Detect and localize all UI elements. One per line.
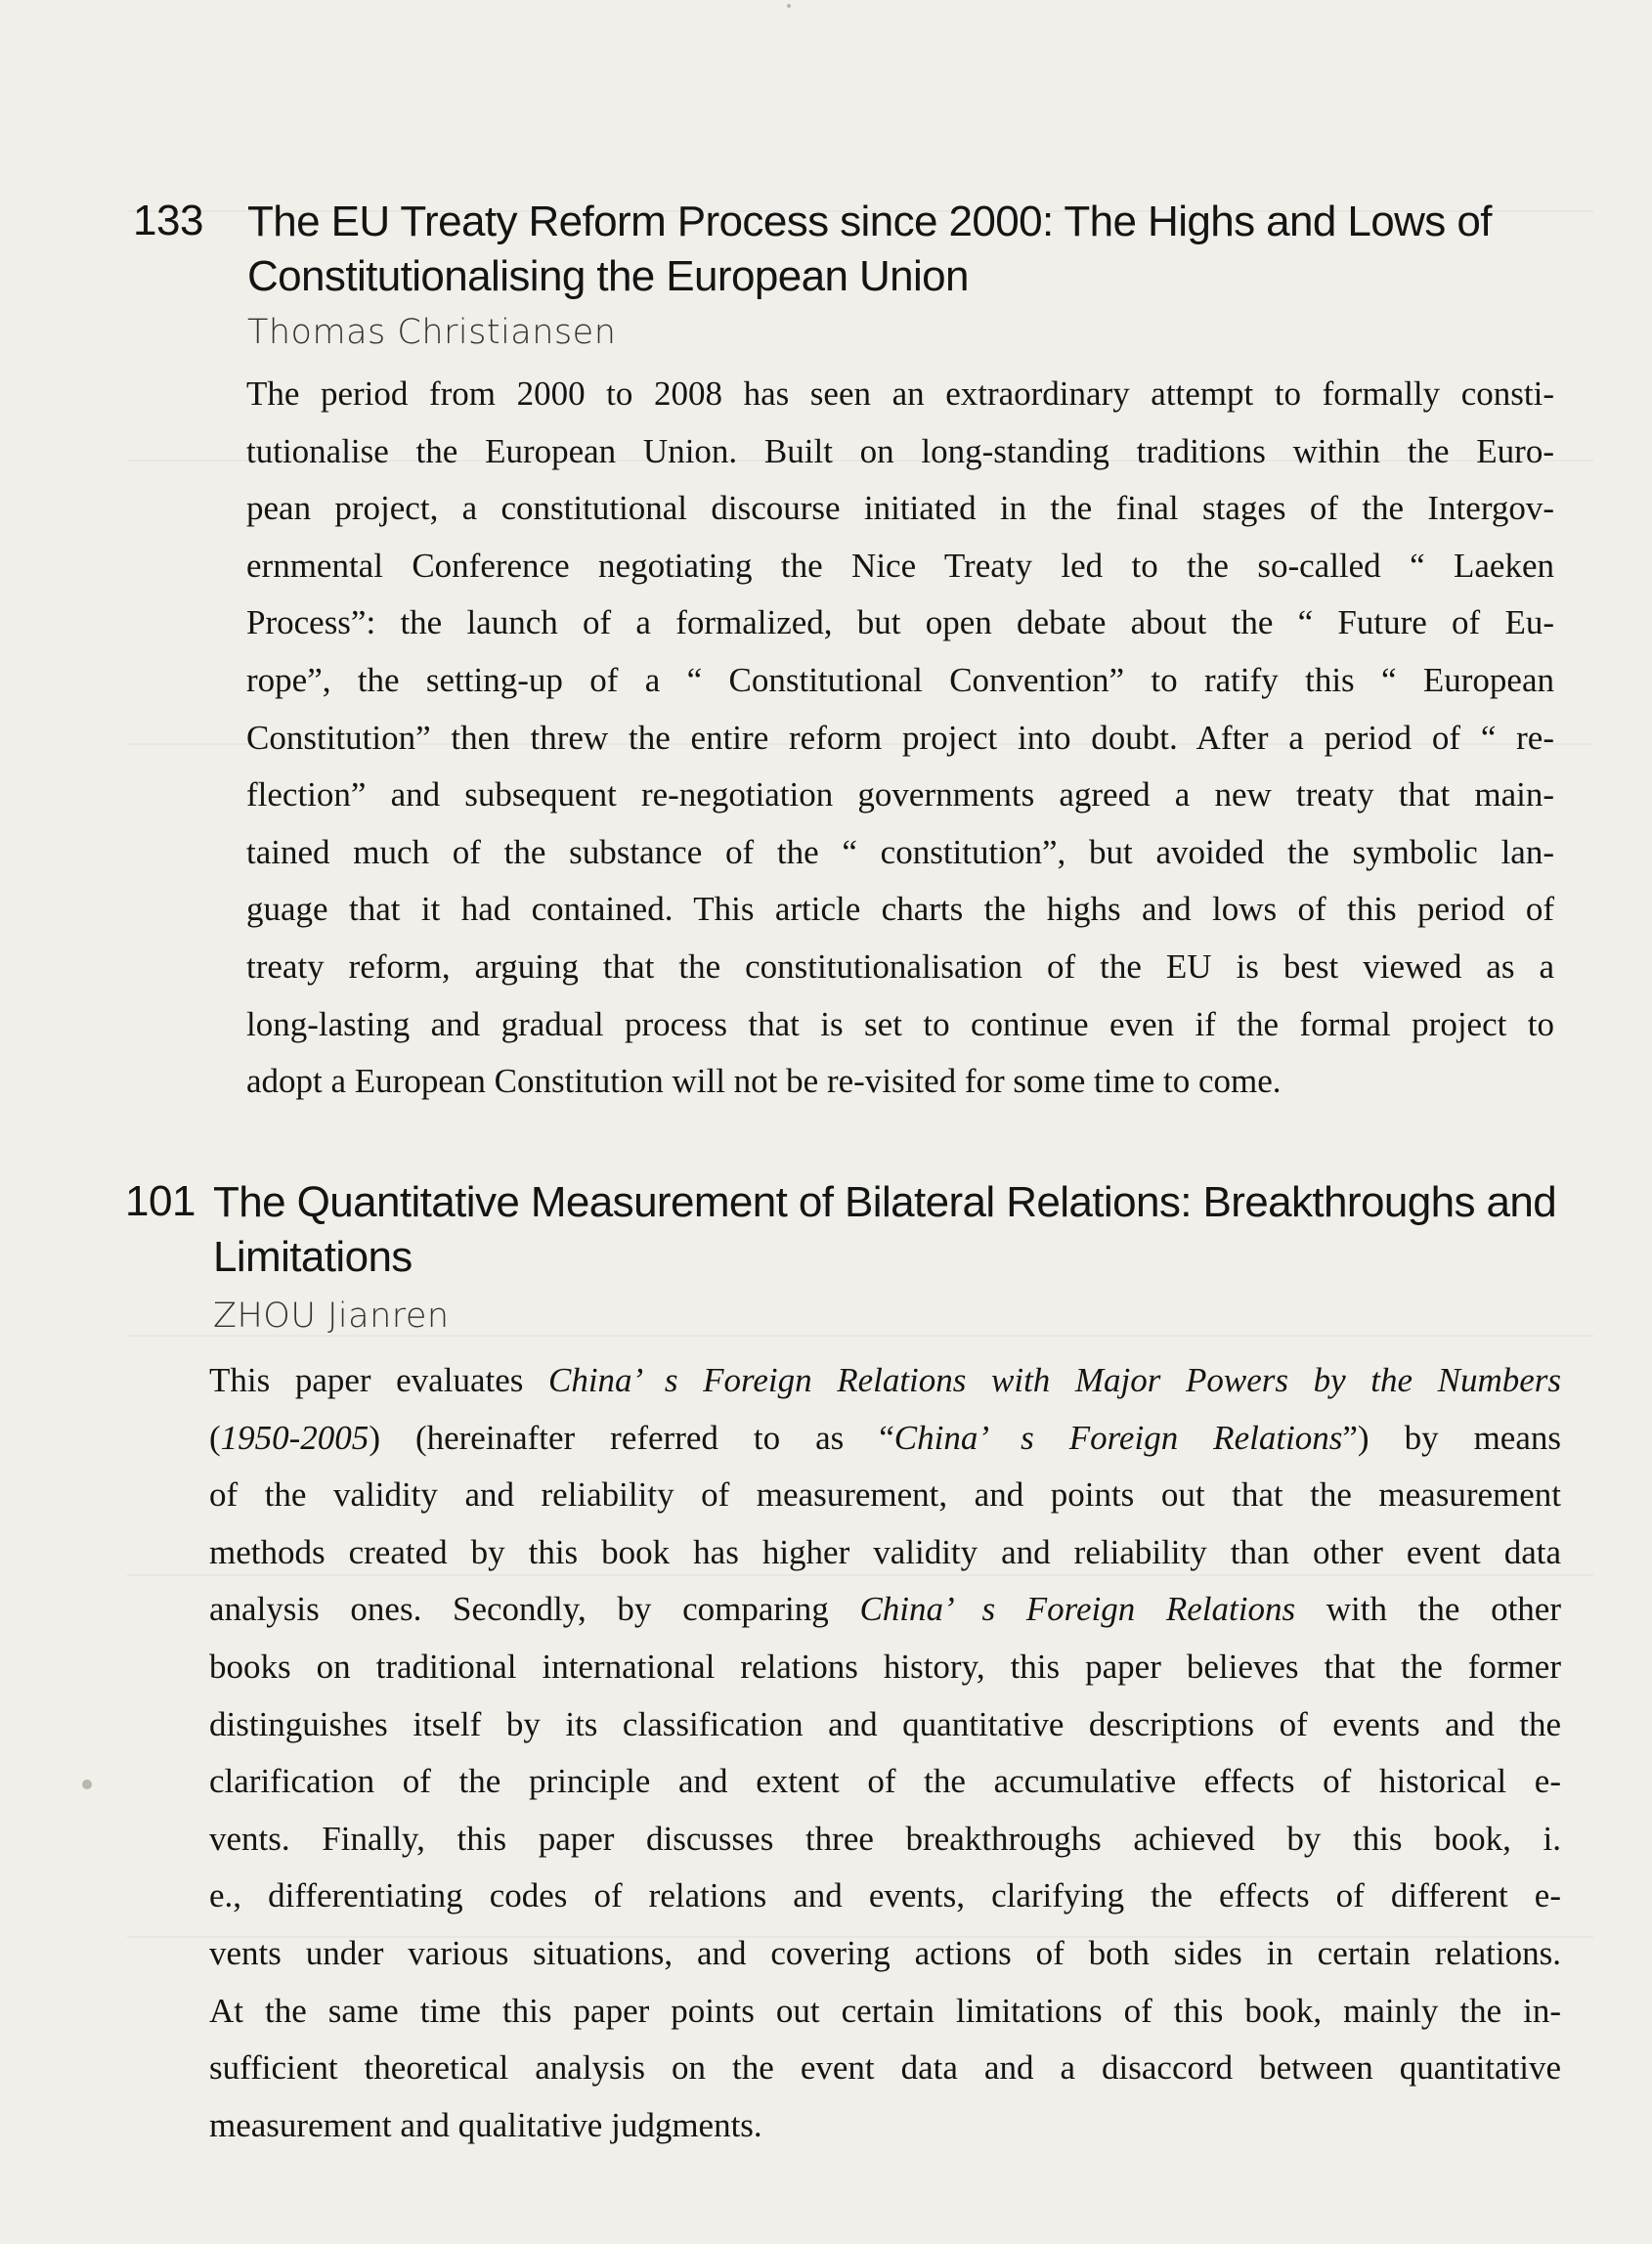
abstract-line: flection” and subsequent re-negotiation governments agreed a new treaty that main-: [246, 775, 1554, 814]
scan-speck: [82, 1780, 92, 1789]
abstract-line: Constitution” then threw the entire reform project into doubt. After a period of “ re-: [246, 718, 1554, 757]
book-title: 1950-2005: [220, 1418, 370, 1457]
article-title: [247, 195, 1577, 304]
abstract-line: vents under various situations, and covering actions of both sides in certain relations.: [209, 1933, 1561, 1972]
article-author: Thomas Christiansen: [247, 313, 617, 352]
abstract-line: measurement and qualitative judgments.: [209, 2105, 762, 2144]
abstract-line: At the same time this paper points out certain limitations of this book, mainly the in-: [209, 1991, 1561, 2030]
abstract-line: long-lasting and gradual process that is set to continue even if the formal project to: [246, 1004, 1554, 1043]
article-title-line: Limitations: [213, 1233, 413, 1281]
article-title: [213, 1175, 1567, 1285]
scan-speck: [787, 4, 791, 8]
abstract-line: pean project, a constitutional discourse initiated in the final stages of the Intergov-: [246, 489, 1554, 528]
abstract-line: (1950-2005) (hereinafter referred to as “China’ s Foreign Relations”) by means: [209, 1418, 1561, 1457]
abstract-line: methods created by this book has higher validity and reliability than other event data: [209, 1532, 1561, 1571]
abstract-line: analysis ones. Secondly, by comparing China’ s Foreign Relations with the other: [209, 1590, 1562, 1629]
abstract-line: tained much of the substance of the “ constitution”, but avoided the symbolic lan-: [246, 832, 1554, 871]
article-number: 101: [125, 1177, 196, 1225]
article-abstract: [209, 1352, 1561, 2154]
book-title: China’ s Foreign Relations with Major Powers by the Numbers: [547, 1361, 1561, 1399]
abstract-line: sufficient theoretical analysis on the event data and a disaccord between quantitative: [209, 2048, 1561, 2088]
abstract-line: of the validity and reliability of measurement, and points out that the measurement: [209, 1475, 1561, 1515]
abstract-line: vents. Finally, this paper discusses three breakthroughs achieved by this book, i.: [209, 1819, 1561, 1858]
article-title-line: The Quantitative Measurement of Bilateral Relations: Breakthroughs and: [213, 1178, 1557, 1226]
abstract-line: adopt a European Constitution will not be re-visited for some time to come.: [246, 1062, 1282, 1101]
abstract-line: ernmental Conference negotiating the Nice Treaty led to the so-called “ Laeken: [246, 546, 1554, 585]
article-number: 133: [133, 197, 203, 244]
abstract-line: clarification of the principle and extent of the accumulative effects of historical e-: [209, 1762, 1561, 1801]
abstract-line: Process”: the launch of a formalized, but open debate about the “ Future of Eu-: [246, 603, 1554, 642]
abstract-line: guage that it had contained. This article charts the highs and lows of this period of: [246, 890, 1554, 929]
abstract-line: tutionalise the European Union. Built on long-standing traditions within the Euro-: [246, 431, 1554, 470]
book-title: China’ s Foreign Relations: [893, 1418, 1343, 1457]
abstract-line: The period from 2000 to 2008 has seen an extraordinary attempt to formally consti-: [246, 374, 1554, 413]
abstract-line: distinguishes itself by its classification and quantitative descriptions of events and the: [209, 1704, 1561, 1743]
article-title-line: The EU Treaty Reform Process since 2000: The Highs and Lows of: [247, 198, 1492, 245]
abstract-line: This paper evaluates China’ s Foreign Relations with Major Powers by the Numbers: [209, 1361, 1561, 1399]
article-title-line: Constitutionalising the European Union: [247, 252, 969, 300]
article-abstract: [246, 366, 1554, 1111]
abstract-line: treaty reform, arguing that the constitutionalisation of the EU is best viewed as a: [246, 946, 1554, 986]
abstract-line: e., differentiating codes of relations and events, clarifying the effects of different e-: [209, 1876, 1561, 1915]
book-title: China’ s Foreign Relations: [859, 1590, 1296, 1629]
abstract-line: books on traditional international relations history, this paper believes that the former: [209, 1647, 1561, 1686]
abstract-line: rope”, the setting-up of a “ Constitutional Convention” to ratify this “ European: [246, 660, 1554, 699]
article-author: ZHOU Jianren: [213, 1297, 450, 1336]
